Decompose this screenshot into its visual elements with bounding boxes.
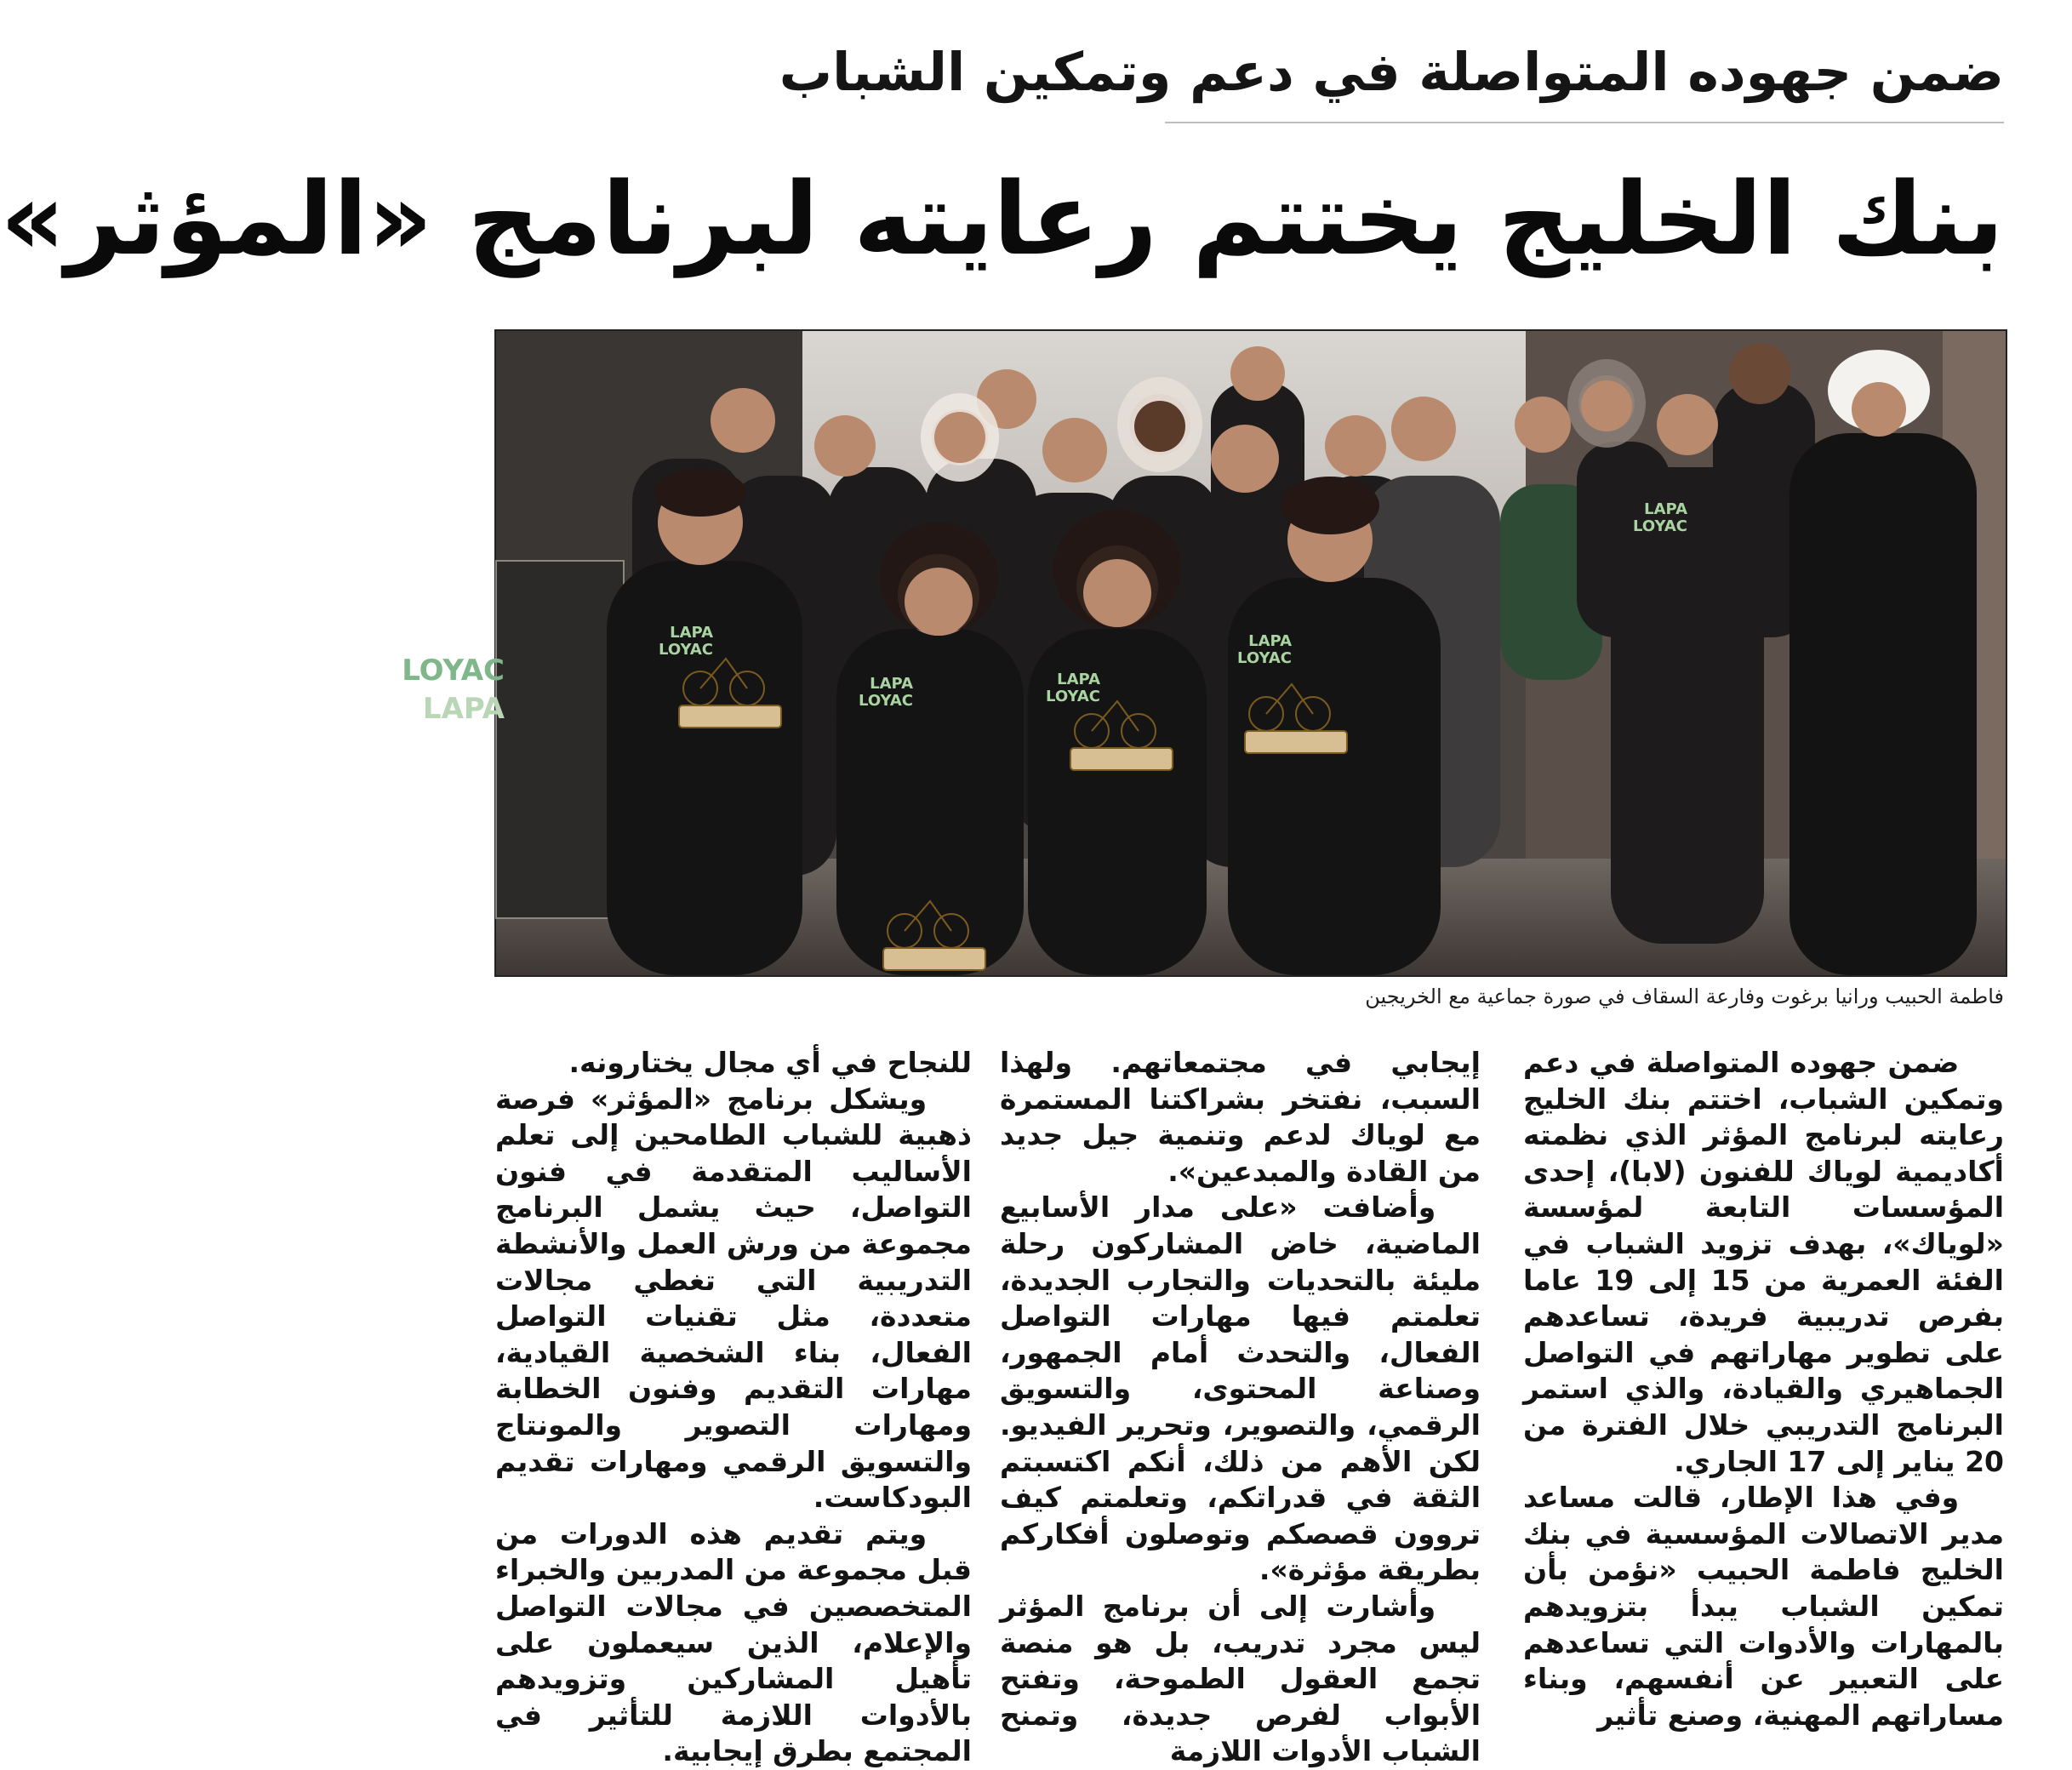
hoodie-text: LOYAC <box>1237 649 1292 667</box>
hoodie-text: LAPA <box>1248 632 1292 650</box>
hoodie-text: LOYAC <box>659 641 713 659</box>
paragraph: وأشارت إلى أن برنامج المؤثر ليس مجرد تدريب، بل هو منصة تجمع العقول الطموحة، وتفتح الأبواب لفرص جديدة، وتمنح الشباب الأدوات اللازمة <box>1000 1589 1481 1768</box>
photo-caption: فاطمة الحبيب ورانيا برغوت وفارعة السقاف في صورة جماعية مع الخريجين <box>1365 985 2004 1008</box>
sign-text-loyac: LOYAC <box>402 654 505 688</box>
hoodie-text: LOYAC <box>1633 517 1687 535</box>
sign-text-lapa: LAPA <box>422 692 505 726</box>
article-column-3 <box>495 1045 972 1768</box>
paragraph: إيجابي في مجتمعاتهم. ولهذا السبب، نفتخر بشراكتنا المستمرة مع لوياك لدعم وتنمية جيل جديد من القادة والمبدعين». <box>1000 1046 1481 1188</box>
hoodie-text: LAPA <box>670 624 713 642</box>
article-headline: بنك الخليج يختتم رعايته لبرنامج «المؤثر» <box>0 160 2004 277</box>
group-photo <box>402 329 2007 977</box>
article-column-2 <box>1000 1045 1481 1768</box>
paragraph: ضمن جهوده المتواصلة في دعم وتمكين الشباب، اختتم بنك الخليج رعايته لبرنامج المؤثر الذي نظمته أكاديمية لوياك للفنون (لابا)، إحدى المؤسسات التابعة لمؤسسة «لوياك»، بهدف تزويد الشباب في الفئة العمرية من 15 إلى 19 عاما بفرص تدريبية فريدة، تساعدهم على تطوير مهاراتهم في التواصل الجماهيري والقيادة، والذي استمر البرنامج التدريبي خلال الفترة من 20 يناير إلى 17 الجاري. <box>1523 1046 2004 1478</box>
hoodie-text: LOYAC <box>859 692 913 710</box>
kicker-divider <box>1165 122 2004 123</box>
paragraph: ويتم تقديم هذه الدورات من قبل مجموعة من المدربين والخبراء المتخصصين في مجالات التواصل والإعلام، الذين سيعملون على تأهيل المشاركين وتزويدهم بالأدوات اللازمة للتأثير في المجتمع بطرق إيجابية. <box>495 1516 972 1768</box>
paragraph: وأضافت «على مدار الأسابيع الماضية، خاض المشاركون رحلة مليئة بالتحديات والتجارب الجديدة، تعلمتم فيها مهارات التواصل الفعال، والتحدث أمام الجمهور، وصناعة المحتوى، والتسويق الرقمي، والتصوير، وتحرير الفيديو. لكن الأهم من ذلك، أنكم اكتسبتم الثقة في قدراتكم، وتعلمتم كيف تروون قصصكم وتوصلون أفكاركم بطريقة مؤثرة». <box>1000 1190 1481 1587</box>
hoodie-text: LOYAC <box>1046 688 1100 705</box>
paragraph: ويشكل برنامج «المؤثر» فرصة ذهبية للشباب الطامحين إلى تعلم الأساليب المتقدمة في فنون التواصل، حيث يشمل البرنامج مجموعة من ورش العمل والأنشطة التدريبية التي تغطي مجالات متعددة، مثل تقنيات التواصل الفعال، بناء الشخصية القيادية، مهارات التقديم وفنون الخطابة ومهارات التصوير والمونتاج والتسويق الرقمي ومهارات تقديم البودكاست. <box>495 1082 972 1515</box>
paragraph: وفي هذا الإطار، قالت مساعد مدير الاتصالات المؤسسية في بنك الخليج فاطمة الحبيب «نؤمن بأن تمكين الشباب يبدأ بتزويدهم بالمهارات والأدوات التي تساعدهم على التعبير عن أنفسهم، وبناء مساراتهم المهنية، وصنع تأثير <box>1523 1481 2004 1732</box>
article-kicker: ضمن جهوده المتواصلة في دعم وتمكين الشباب <box>779 41 2004 103</box>
hoodie-text: LAPA <box>1057 671 1100 688</box>
hoodie-text: LAPA <box>1644 500 1687 518</box>
hoodie-text: LAPA <box>870 675 913 693</box>
paragraph: للنجاح في أي مجال يختارونه. <box>568 1046 972 1079</box>
article-column-1 <box>1523 1045 2004 1734</box>
